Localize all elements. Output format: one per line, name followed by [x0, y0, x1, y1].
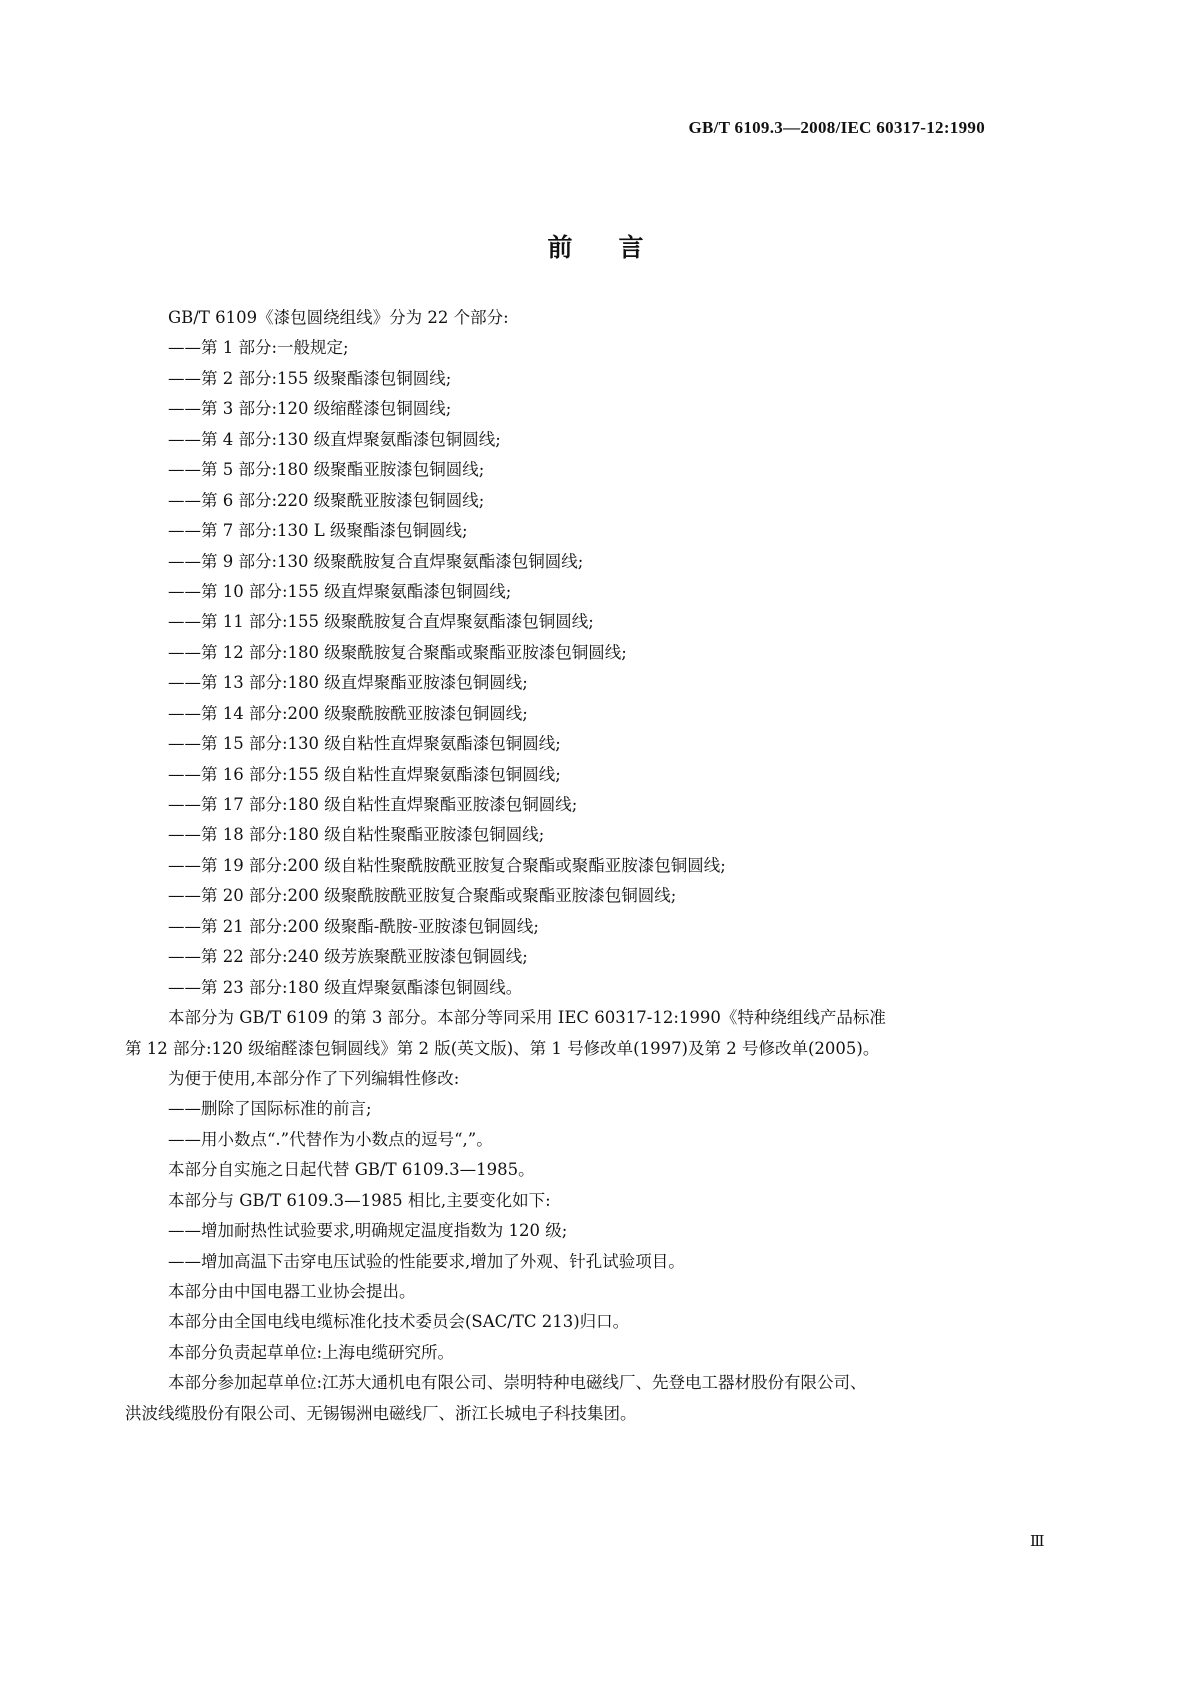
text-line: 本部分由全国电线电缆标准化技术委员会(SAC/TC 213)归口。 — [168, 1312, 630, 1332]
text-line: ——第 13 部分:180 级直焊聚酯亚胺漆包铜圆线; — [168, 673, 528, 693]
text-line: 洪波线缆股份有限公司、无锡锡洲电磁线厂、浙江长城电子科技集团。 — [125, 1403, 637, 1423]
page-title: 前言 — [547, 233, 690, 262]
text-line: ——第 2 部分:155 级聚酯漆包铜圆线; — [168, 368, 452, 388]
text-line: ——第 19 部分:200 级自粘性聚酰胺酰亚胺复合聚酯或聚酯亚胺漆包铜圆线; — [168, 855, 726, 875]
text-line: 本部分与 GB/T 6109.3—1985 相比,主要变化如下: — [168, 1190, 551, 1210]
text-line: ——第 16 部分:155 级自粘性直焊聚氨酯漆包铜圆线; — [168, 764, 561, 784]
text-line: ——增加高温下击穿电压试验的性能要求,增加了外观、针孔试验项目。 — [168, 1251, 685, 1271]
text-line: 本部分由中国电器工业协会提出。 — [168, 1282, 416, 1301]
text-line: ——第 20 部分:200 级聚酰胺酰亚胺复合聚酯或聚酯亚胺漆包铜圆线; — [168, 886, 677, 906]
text-line: ——第 3 部分:120 级缩醛漆包铜圆线; — [168, 399, 452, 419]
text-line: ——第 4 部分:130 级直焊聚氨酯漆包铜圆线; — [168, 429, 501, 449]
text-line: ——第 23 部分:180 级直焊聚氨酯漆包铜圆线。 — [168, 977, 523, 997]
text-line: 第 12 部分:120 级缩醛漆包铜圆线》第 2 版(英文版)、第 1 号修改单(1997)及第 2 号修改单(2005)。 — [125, 1038, 880, 1058]
text-line: 本部分自实施之日起代替 GB/T 6109.3—1985。 — [168, 1160, 535, 1180]
text-line: ——用小数点“.”代替作为小数点的逗号“,”。 — [168, 1129, 493, 1149]
text-line: ——第 1 部分:一般规定; — [168, 338, 349, 358]
text-line: ——第 9 部分:130 级聚酰胺复合直焊聚氨酯漆包铜圆线; — [168, 551, 584, 571]
text-line: ——删除了国际标准的前言; — [168, 1099, 372, 1119]
text-line: ——第 21 部分:200 级聚酯-酰胺-亚胺漆包铜圆线; — [168, 916, 539, 936]
text-line: ——第 12 部分:180 级聚酰胺复合聚酯或聚酯亚胺漆包铜圆线; — [168, 642, 627, 662]
text-line: 为便于使用,本部分作了下列编辑性修改: — [168, 1068, 460, 1088]
document-body — [125, 303, 1065, 1429]
text-line: ——第 17 部分:180 级自粘性直焊聚酯亚胺漆包铜圆线; — [168, 795, 578, 814]
text-line: GB/T 6109《漆包圆绕组线》分为 22 个部分: — [168, 308, 509, 327]
text-line: ——第 14 部分:200 级聚酰胺酰亚胺漆包铜圆线; — [168, 703, 528, 723]
text-line: ——增加耐热性试验要求,明确规定温度指数为 120 级; — [168, 1221, 568, 1241]
text-line: ——第 22 部分:240 级芳族聚酰亚胺漆包铜圆线; — [168, 947, 528, 967]
text-line: ——第 10 部分:155 级直焊聚氨酯漆包铜圆线; — [168, 581, 512, 601]
text-line: ——第 15 部分:130 级自粘性直焊聚氨酯漆包铜圆线; — [168, 734, 561, 754]
text-line: ——第 6 部分:220 级聚酰亚胺漆包铜圆线; — [168, 490, 485, 510]
text-line: 本部分参加起草单位:江苏大通机电有限公司、崇明特种电磁线厂、先登电工器材股份有限公司、 — [168, 1373, 867, 1393]
text-line: 本部分为 GB/T 6109 的第 3 部分。本部分等同采用 IEC 60317-12:1990《特种绕组线产品标准 — [168, 1008, 886, 1028]
text-line: ——第 18 部分:180 级自粘性聚酯亚胺漆包铜圆线; — [168, 825, 545, 845]
text-line: ——第 7 部分:130 L 级聚酯漆包铜圆线; — [168, 521, 468, 541]
standard-number-header: GB/T 6109.3—2008/IEC 60317-12:1990 — [688, 118, 985, 137]
text-line: ——第 5 部分:180 级聚酯亚胺漆包铜圆线; — [168, 460, 485, 480]
text-line: ——第 11 部分:155 级聚酰胺复合直焊聚氨酯漆包铜圆线; — [168, 612, 594, 632]
page-number: Ⅲ — [1030, 1532, 1045, 1550]
text-line: 本部分负责起草单位:上海电缆研究所。 — [168, 1342, 455, 1362]
